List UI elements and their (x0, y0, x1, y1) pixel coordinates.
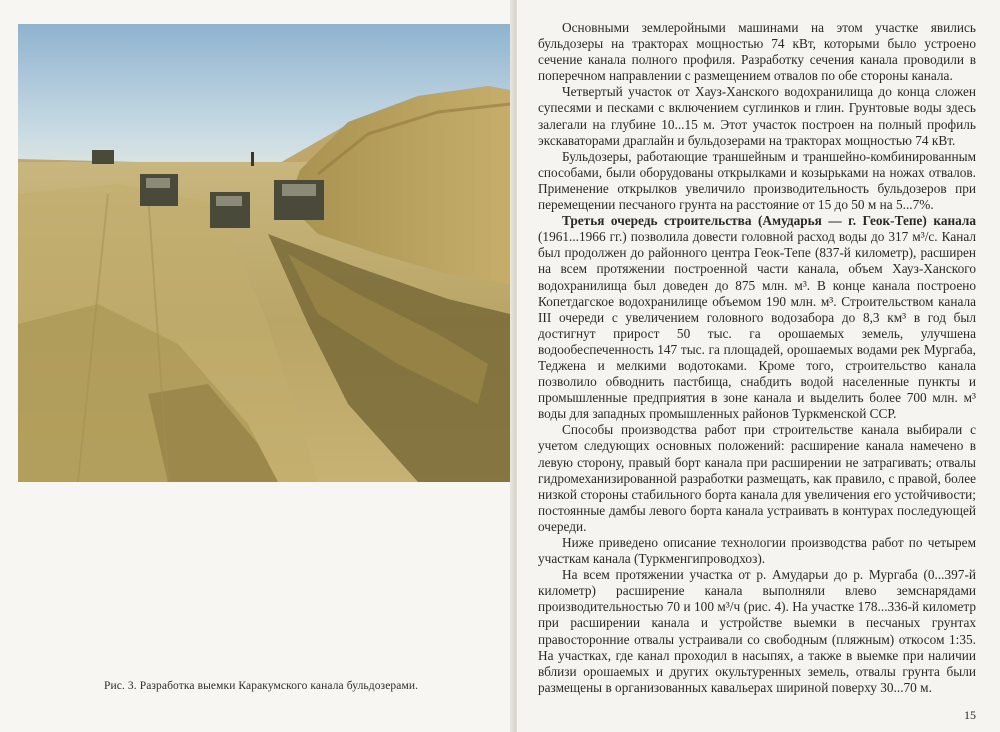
canal-excavation-photo (18, 24, 510, 482)
body-text (538, 20, 976, 696)
page-number: 15 (964, 708, 976, 722)
figure-caption: Рис. 3. Разработка выемки Каракумского канала бульдозерами. (104, 680, 419, 692)
paragraph: Способы производства работ при строительстве канала выбирали с учетом следующих основных положений: расширение канала намечено в левую сторону, правый борт канала при расширении не затрагивать; отвалы гидромеханизированной разработки размещать, как правило, с правой, более низкой стороны стабильного борта канала для увеличения его устойчивости; постоянные дамбы левого борта канала устраивать в контурах последующей очереди. (538, 422, 976, 534)
paragraph (538, 213, 976, 422)
paragraph: Ниже приведено описание технологии производства работ по четырем участкам канала (Туркменгипроводхоз). (538, 535, 976, 567)
paragraph: Основными землеройными машинами на этом участке явились бульдозеры на тракторах мощностью 74 кВт, которыми было устроено сечение канала полного профиля. Разработку сечения канала проводили в поперечном направлении с размещением отвалов по обе стороны канала. (538, 20, 976, 84)
photo-illustration (18, 24, 510, 482)
paragraph: На всем протяжении участка от р. Амударьи до р. Мургаба (0...397-й километр) расширение канала выполняли влево земснарядами производительностью 70 и 100 м³/ч (рис. 4). На участке 178...336-й километр при расширении канала и устройстве выемки в песчаных грунтах правосторонние отвалы устраивали со свободным (пляжным) откосом 1:35. На участках, где канал проходил в насыпях, а также в выемке при наличии вблизи орошаемых и других окультуренных земель, отвалы грунта были размещены в организованных кавальерах шириной поверху 30...70 м. (538, 567, 976, 695)
paragraph-text: (1961...1966 гг.) позволила довести головной расход воды до 317 м³/с. Канал был продолжен до районного центра Геок-Тепе (837-й километр), расширен на всем протяжении построенной части канала, объем Хауз-Ханского водохранилища был доведен до 875 млн. м³. В конце канала построено Копетдагское водохранилище объемом 190 млн. м³. Строительством канала III очереди с увеличением головного водозабора до 8,3 км³ в год был достигнут прирост 50 тыс. га орошаемых земель, улучшена водообеспеченность 147 тыс. га площадей, орошаемых водами рек Мургаба, Теджена и мелкими водотоками. Кроме того, строительство канала позволило обводнить пастбища, снабдить водой населенные пункты и промышленные предприятия в зоне канала и выделить более 700 млн. м³ воды для западных промышленных районов Туркменской ССР. (538, 229, 976, 422)
paragraph: Четвертый участок от Хауз-Ханского водохранилища до конца сложен супесями и песками с включением суглинков и глин. Грунтовые воды здесь залегали на глубине 10...15 м. Этот участок построен на полный профиль экскаваторами драглайн и бульдозерами на тракторах мощностью 74 кВт. (538, 84, 976, 148)
paragraph: Бульдозеры, работающие траншейным и траншейно-комбинированным способами, были оборудованы открылками и козырьками на ножах отвалов. Применение открылков увеличило производительность бульдозеров при перемещении песчаного грунта на расстояние от 15 до 50 м на 5...7%. (538, 148, 976, 213)
section-heading: Третья очередь строительства (Амударья — г. Геок-Тепе) канала (562, 213, 976, 229)
